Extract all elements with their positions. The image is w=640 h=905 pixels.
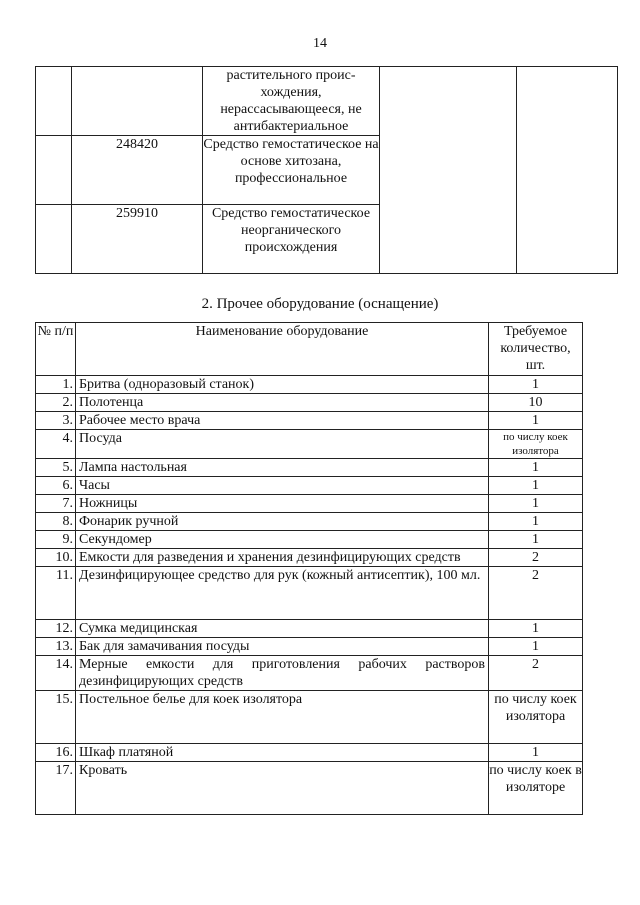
table-row <box>36 394 583 412</box>
row-qty: 2 <box>489 656 583 691</box>
table-row <box>36 459 583 477</box>
row-num: 3. <box>36 412 76 430</box>
row-qty: 1 <box>489 495 583 513</box>
row-qty: по числу коек в изоляторе <box>489 762 583 815</box>
table-row <box>36 638 583 656</box>
row-num: 17. <box>36 762 76 815</box>
row-qty: 1 <box>489 459 583 477</box>
table-row <box>36 691 583 744</box>
table-row <box>36 412 583 430</box>
row-name: Бритва (одноразовый станок) <box>76 376 489 394</box>
table-row <box>36 567 583 620</box>
row-num: 6. <box>36 477 76 495</box>
header-name: Наименование оборудование <box>76 323 489 376</box>
row-num: 12. <box>36 620 76 638</box>
row-name: Дезинфицирующее средство для рук (кожный антисептик), 100 мл. <box>76 567 489 620</box>
row-num: 4. <box>36 430 76 459</box>
row-num: 9. <box>36 531 76 549</box>
row-qty: 1 <box>489 531 583 549</box>
row-num: 16. <box>36 744 76 762</box>
code-cell: 248420 <box>72 136 203 205</box>
row-qty: 1 <box>489 477 583 495</box>
row-num: 10. <box>36 549 76 567</box>
row-qty: 1 <box>489 376 583 394</box>
row-name: Рабочее место врача <box>76 412 489 430</box>
row-num: 15. <box>36 691 76 744</box>
table-row <box>36 495 583 513</box>
name-cell: растительного проис-хождения, нерассасывающееся, не антибактериальное <box>203 67 380 136</box>
row-name: Емкости для разведения и хранения дезинфицирующих средств <box>76 549 489 567</box>
table-row <box>36 762 583 815</box>
row-qty-text: по числу коек изолятора <box>503 431 568 457</box>
section-title: 2. Прочее оборудование (оснащение) <box>201 296 439 312</box>
name-cell: Средство гемостатическое на основе хитозана, профессиональное <box>203 136 380 205</box>
table-header-row <box>36 323 583 376</box>
table-cell <box>36 136 72 205</box>
row-name: Бак для замачивания посуды <box>76 638 489 656</box>
row-name: Посуда <box>76 430 489 459</box>
table-row <box>36 549 583 567</box>
row-num: 14. <box>36 656 76 691</box>
table-row <box>36 656 583 691</box>
row-name: Шкаф платяной <box>76 744 489 762</box>
row-name: Кровать <box>76 762 489 815</box>
row-qty: 1 <box>489 412 583 430</box>
table-cell <box>517 67 618 274</box>
row-name: Секундомер <box>76 531 489 549</box>
row-qty: по числу коек изолятора <box>489 691 583 744</box>
page-number: 14 <box>313 36 327 51</box>
table-row <box>36 477 583 495</box>
row-num: 11. <box>36 567 76 620</box>
header-qty: Требуемое количество, шт. <box>489 323 583 376</box>
row-name: Полотенца <box>76 394 489 412</box>
row-qty: 1 <box>489 638 583 656</box>
row-name: Лампа настольная <box>76 459 489 477</box>
row-num: 2. <box>36 394 76 412</box>
name-cell: Средство гемостатическое неорганического происхождения <box>203 205 380 274</box>
table-row <box>36 744 583 762</box>
row-qty <box>489 430 583 459</box>
row-qty: 10 <box>489 394 583 412</box>
code-cell <box>72 67 203 136</box>
table-row <box>36 67 618 136</box>
table-row <box>36 620 583 638</box>
row-qty: 1 <box>489 513 583 531</box>
row-num: 1. <box>36 376 76 394</box>
table-row <box>36 513 583 531</box>
row-qty: 2 <box>489 567 583 620</box>
row-name: Ножницы <box>76 495 489 513</box>
row-name: Мерные емкости для приготовления рабочих растворов дезинфицирующих средств <box>76 656 489 691</box>
row-qty: 2 <box>489 549 583 567</box>
table-cell <box>380 67 517 274</box>
code-cell: 259910 <box>72 205 203 274</box>
table-row <box>36 376 583 394</box>
table-cell <box>36 205 72 274</box>
row-num: 5. <box>36 459 76 477</box>
table-row <box>36 430 583 459</box>
row-name: Постельное белье для коек изолятора <box>76 691 489 744</box>
equipment-table <box>35 322 583 815</box>
row-name: Фонарик ручной <box>76 513 489 531</box>
table-cell <box>36 67 72 136</box>
row-qty: 1 <box>489 620 583 638</box>
row-num: 13. <box>36 638 76 656</box>
header-num: № п/п <box>36 323 76 376</box>
row-num: 8. <box>36 513 76 531</box>
row-qty: 1 <box>489 744 583 762</box>
row-name: Часы <box>76 477 489 495</box>
continuation-table <box>35 66 618 274</box>
table-row <box>36 531 583 549</box>
row-num: 7. <box>36 495 76 513</box>
row-name: Сумка медицинская <box>76 620 489 638</box>
